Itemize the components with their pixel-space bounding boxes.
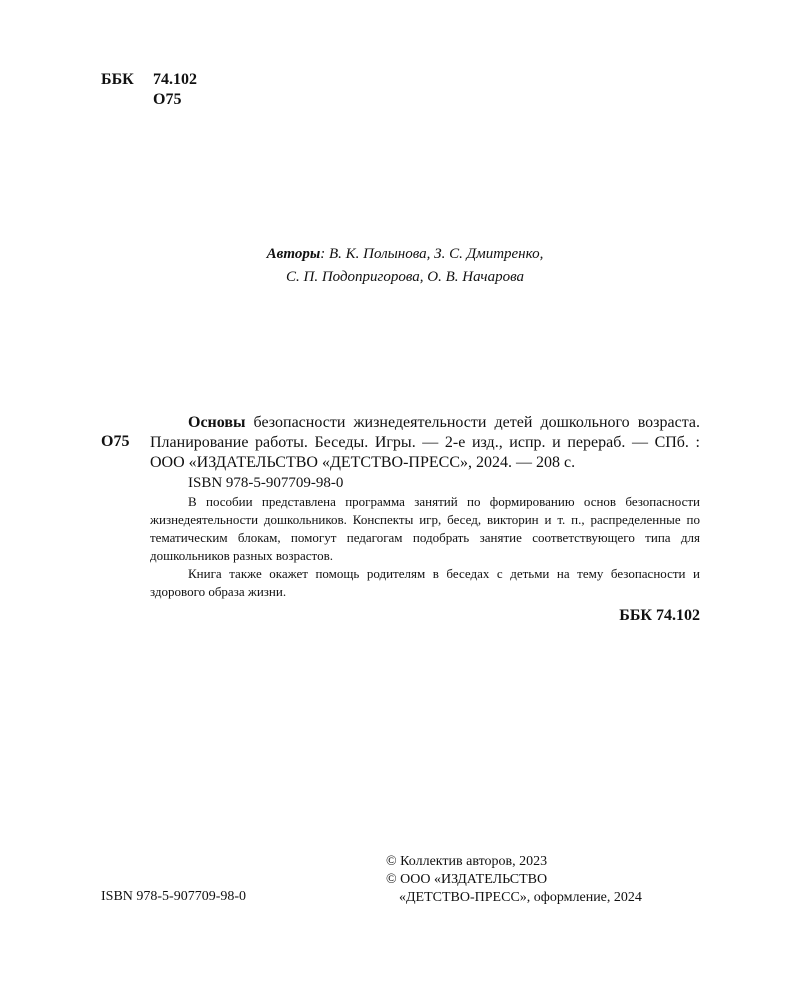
authors-line-1 (150, 243, 660, 266)
card-bbk: ББК 74.102 (619, 607, 700, 624)
bbk-header (101, 70, 197, 108)
copyright-authors: © Коллектив авторов, 2023 (386, 854, 548, 869)
copyright-publisher: © ООО «ИЗДАТЕЛЬСТВО (386, 872, 548, 887)
annotation-paragraph-2: Книга также окажет помощь родителям в беседах с детьми на тему безопасности и здорового образа жизни. (150, 566, 700, 599)
copyright-publisher-design: «ДЕТСТВО-ПРЕСС», оформление, 2024 (399, 890, 642, 905)
bibliographic-description (150, 413, 700, 473)
annotation-paragraph-1: В пособии представлена программа занятий по формированию основ безопасности жизнедеятельности дошкольников. Конспекты игр, бесед, викторин и т. п., распределенные по тематическим блокам, помогут педагогам подобрать занятие соответствующего типа для дошкольников разных возрастов. (150, 494, 700, 563)
card-author-sign: О75 (101, 433, 130, 450)
card-isbn: ISBN 978-5-907709-98-0 (188, 475, 344, 491)
book-title-bold: Основы (188, 414, 246, 431)
authors-label: Авторы (266, 246, 321, 262)
authors-names-2: С. П. Подопригорова, О. В. Начарова (285, 269, 524, 285)
footer-isbn: ISBN 978-5-907709-98-0 (101, 889, 247, 904)
book-description: безопасности жизнедеятельности детей дошкольного возраста. Планирование работы. Беседы. Игры. — 2-е изд., испр. и перераб. — СПб. : ООО «ИЗДАТЕЛЬСТВО «ДЕТСТВО-ПРЕСС», 2024. — 208 с. (150, 414, 700, 471)
catalog-card (150, 413, 700, 625)
bbk-code: 74.102 (153, 71, 197, 88)
authors-block (150, 243, 660, 289)
authors-names-1: : В. К. Полынова, З. С. Дмитренко, (320, 246, 544, 262)
bbk-label: ББК (101, 71, 134, 88)
copyright-block (386, 853, 642, 907)
author-sign: О75 (153, 91, 182, 108)
